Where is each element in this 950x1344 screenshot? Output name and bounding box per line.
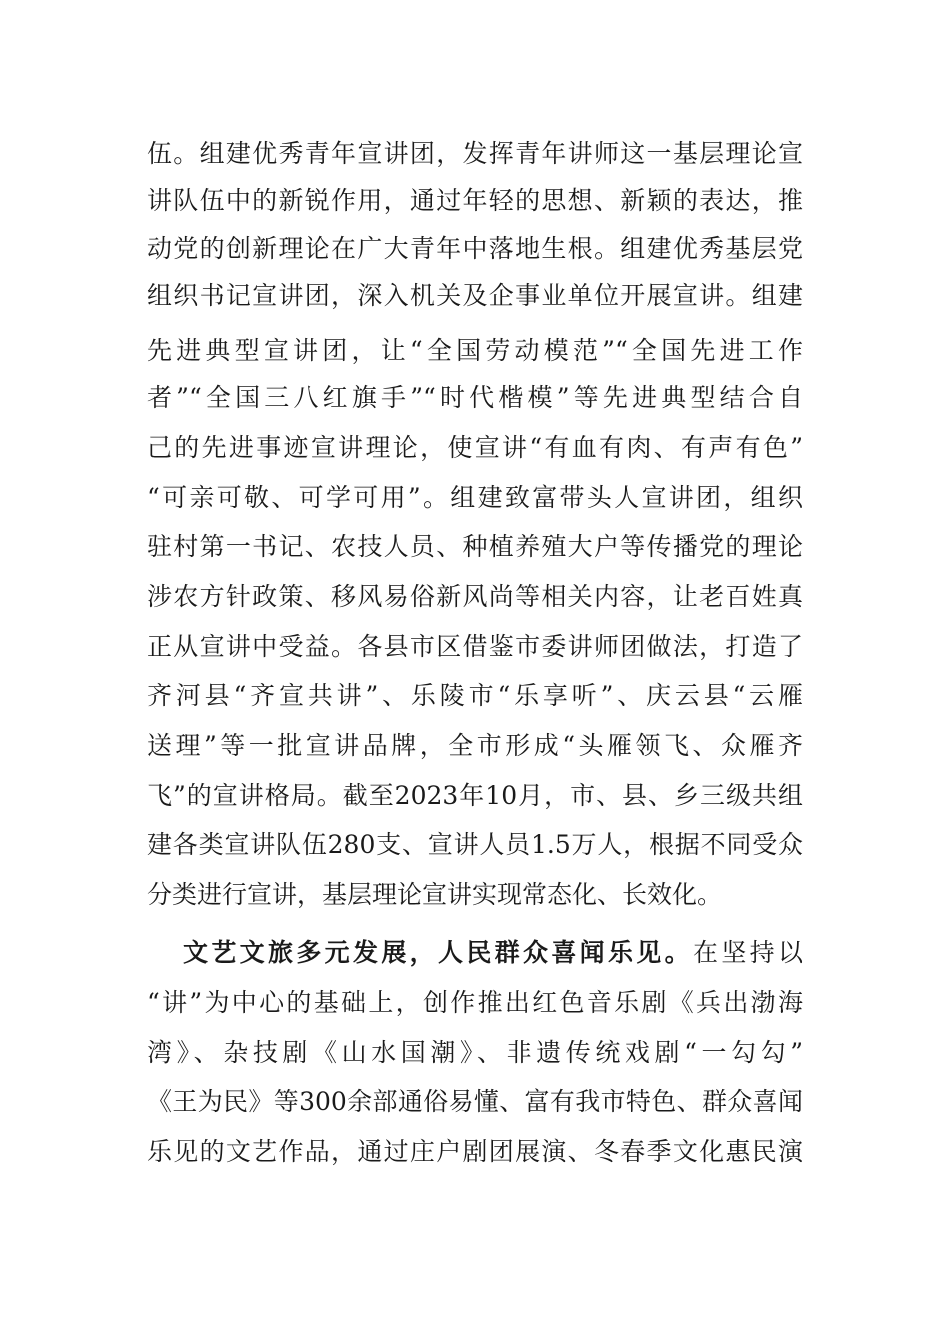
paragraph-line: 动党的创新理论在广大青年中落地生根。组建优秀基层党 [147,234,803,263]
paragraph-line: 齐河县“齐宣共讲”、乐陵市“乐享听”、庆云县“云雁 [147,681,803,710]
paragraph-line: 驻村第一书记、农技人员、种植养殖大户等传播党的理论 [147,532,803,561]
paragraph-line: “讲”为中心的基础上，创作推出红色音乐剧《兵出渤海 [147,988,803,1017]
paragraph-line: 者”“全国三八红旗手”“时代楷模”等先进典型结合自 [147,383,803,412]
paragraph-line: 送理”等一批宣讲品牌，全市形成“头雁领飞、众雁齐 [147,731,803,760]
paragraph-line: 组织书记宣讲团，深入机关及企事业单位开展宣讲。组建 [147,281,803,310]
paragraph-line: 己的先进事迹宣讲理论，使宣讲“有血有肉、有声有色” [147,433,803,462]
paragraph-line: 先进典型宣讲团，让“全国劳动模范”“全国先进工作 [147,336,803,365]
paragraph-line: 湾》、杂技剧《山水国潮》、非遗传统戏剧“一勾勾” [147,1038,803,1067]
paragraph-line: 乐见的文艺作品，通过庄户剧团展演、冬春季文化惠民演 [147,1137,803,1166]
paragraph-line: 飞”的宣讲格局。截至2023年10月，市、县、乡三级共组 [147,781,803,810]
paragraph-line: 《王为民》等300余部通俗易懂、富有我市特色、群众喜闻 [147,1087,803,1116]
paragraph-line: 正从宣讲中受益。各县市区借鉴市委讲师团做法，打造了 [147,632,803,661]
paragraph-line: 伍。组建优秀青年宣讲团，发挥青年讲师这一基层理论宣 [147,139,803,168]
paragraph-line: 分类进行宣讲，基层理论宣讲实现常态化、长效化。 [147,880,723,909]
paragraph-line: 建各类宣讲队伍280支、宣讲人员1.5万人，根据不同受众 [147,830,803,859]
paragraph-heading: 文艺文旅多元发展，人民群众喜闻乐见。 [183,938,693,967]
paragraph-line: “可亲可敬、可学可用”。组建致富带头人宣讲团，组织 [147,483,803,512]
paragraph-first-line [183,933,803,973]
paragraph-heading-continuation: 在坚持以 [692,938,803,967]
paragraph-line: 涉农方针政策、移风易俗新风尚等相关内容，让老百姓真 [147,582,803,611]
paragraph-line: 讲队伍中的新锐作用，通过年轻的思想、新颖的表达，推 [147,186,803,215]
